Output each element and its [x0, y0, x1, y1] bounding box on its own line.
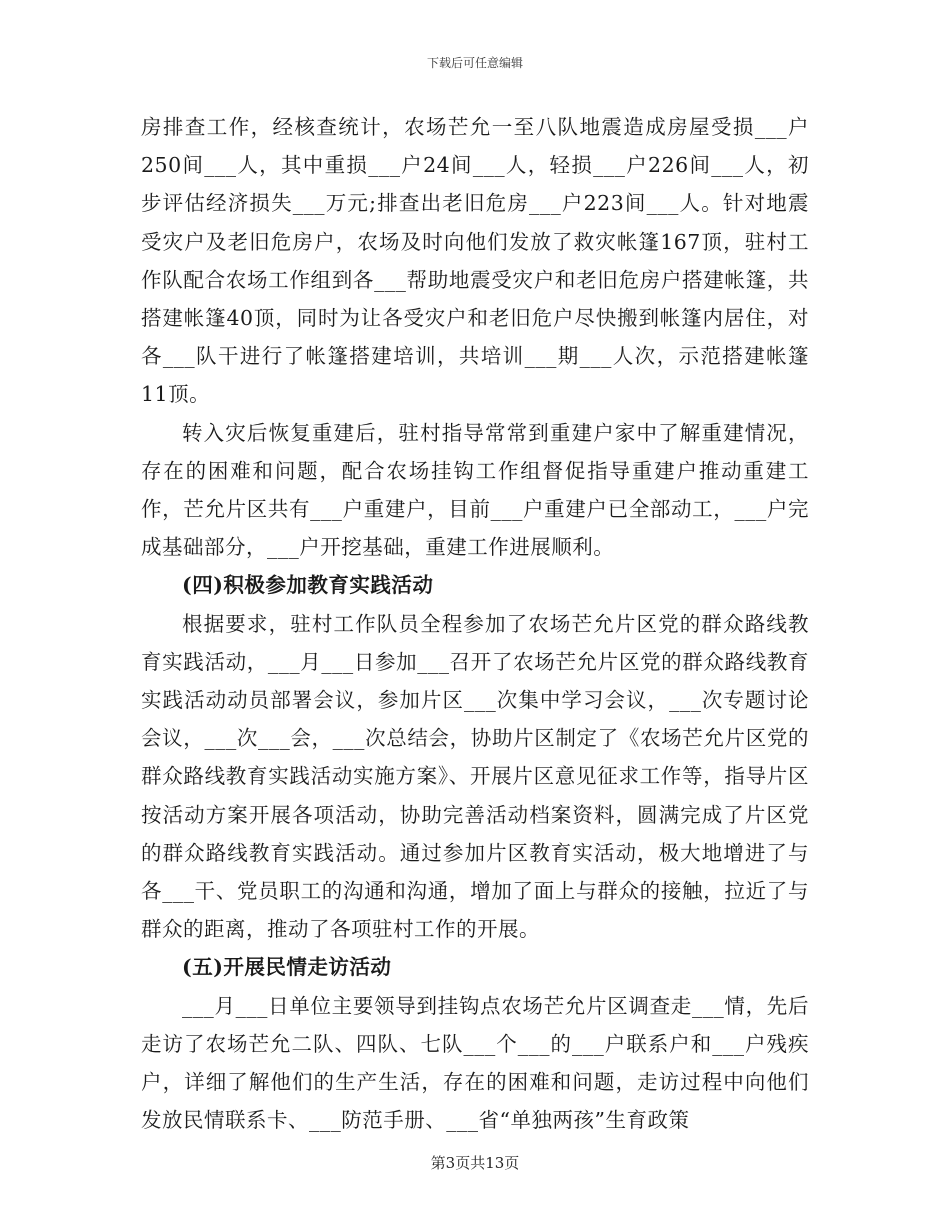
- section-heading-public-visits: (五)开展民情走访活动: [182, 955, 392, 980]
- paragraph-reconstruction: 转入灾后恢复重建后，驻村指导常常到重建户家中了解重建情况，存在的困难和问题，配合农场挂钩工作组督促指导重建户推动重建工作，芒允片区共有___户重建户，目前___户重建户已全部动工，___户完成基础部分，___户开挖基础，重建工作进展顺利。: [141, 420, 809, 560]
- document-body: [141, 108, 809, 1139]
- paragraph-house-inspection: 房排查工作，经核查统计，农场芒允一至八队地震造成房屋受损___户250间___人，其中重损___户24间___人，轻损___户226间___人，初步评估经济损失___万元;排查出老旧危房___户223间___人。针对地震受灾户及老旧危房户，农场及时向他们发放了救灾帐篷167顶，驻村工作队配合农场工作组到各___帮助地震受灾户和老旧危房户搭建帐篷，共搭建帐篷40顶，同时为让各受灾户和老旧危户尽快搬到帐篷内居住，对各___队干进行了帐篷搭建培训，共培训___期___人次，示范搭建帐篷11顶。: [141, 115, 809, 407]
- page-number: 第3页共13页: [430, 1154, 520, 1172]
- section-heading-education-practice: (四)积极参加教育实践活动: [182, 573, 434, 598]
- page-header-note: 下载后可任意编辑: [426, 56, 523, 70]
- paragraph-public-visits: ___月___日单位主要领导到挂钩点农场芒允片区调查走___情，先后走访了农场芒允二队、四队、七队___个___的___户联系户和___户残疾户，详细了解他们的生产生活，存在的困难和问题，走访过程中向他们发放民情联系卡、___防范手册、___省“单独两孩”生育政策: [141, 993, 809, 1133]
- paragraph-education-practice: 根据要求，驻村工作队员全程参加了农场芒允片区党的群众路线教育实践活动，___月___日参加___召开了农场芒允片区党的群众路线教育实践活动动员部署会议，参加片区___次集中学习会议，___次专题讨论会议，___次___会，___次总结会，协助片区制定了《农场芒允片区党的群众路线教育实践活动实施方案》、开展片区意见征求工作等，指导片区按活动方案开展各项活动，协助完善活动档案资料，圆满完成了片区党的群众路线教育实践活动。通过参加片区教育实活动，极大地增进了与各___干、党员职工的沟通和沟通，增加了面上与群众的接触，拉近了与群众的距离，推动了各项驻村工作的开展。: [141, 611, 809, 942]
